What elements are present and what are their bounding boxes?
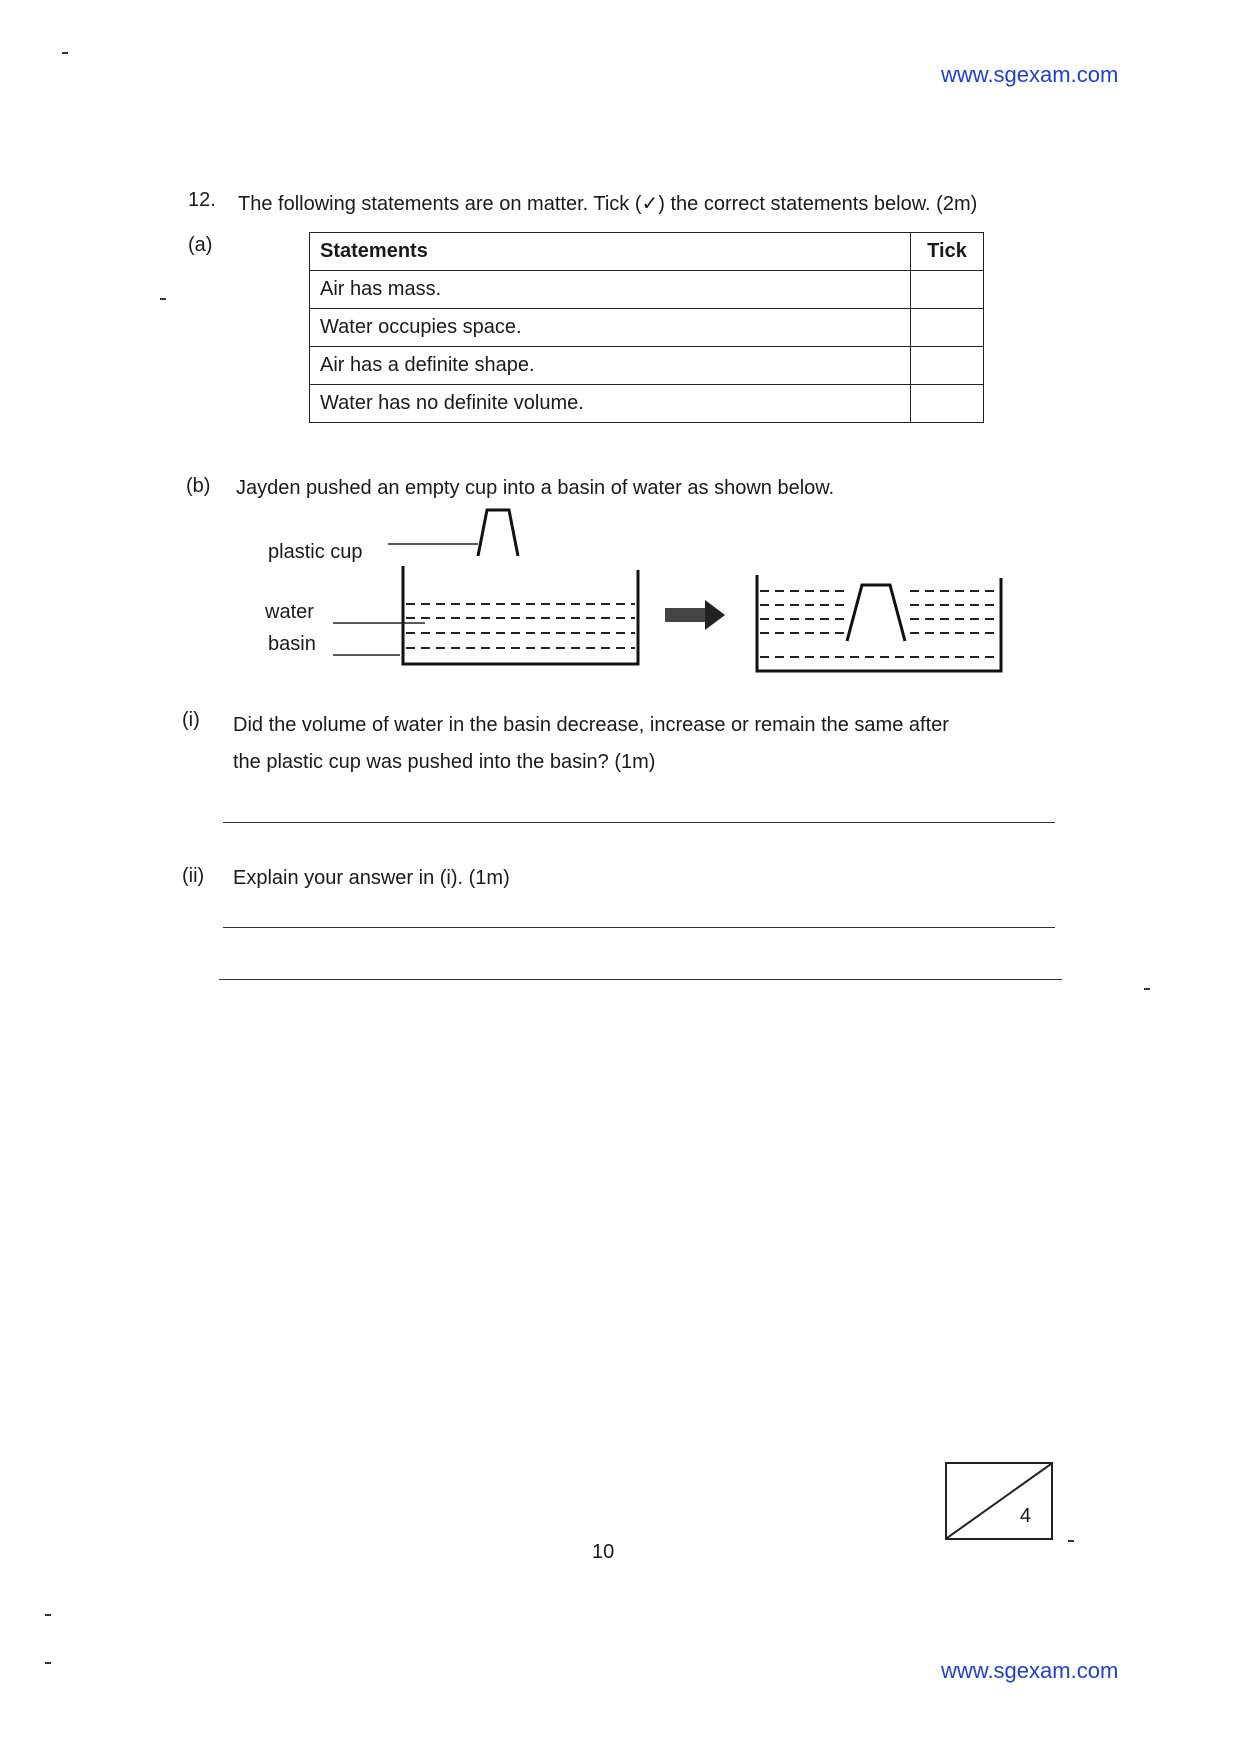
arrow-shaft [665,608,705,622]
score-box [945,1462,1053,1540]
statements-header: Statements [310,233,911,271]
score-box-diagonal [947,1464,1051,1538]
score-box-marks: 4 [1019,1505,1031,1527]
statement-cell: Air has mass. [310,271,911,309]
cup-basin-diagram [0,0,1239,720]
scan-speck [1068,1540,1074,1542]
sub-ii-text: Explain your answer in (i). (1m) [233,867,510,889]
statement-cell: Air has a definite shape. [310,347,911,385]
answer-line-i[interactable] [223,822,1055,823]
scan-speck [1144,988,1150,990]
part-b-label: (b) [186,475,211,497]
scan-speck [160,298,166,300]
arrow-head [705,600,725,630]
answer-line-ii-2[interactable] [219,979,1062,980]
question-number: 12. [188,189,216,211]
statement-cell: Water occupies space. [310,309,911,347]
scan-speck [45,1662,51,1664]
sub-i-text-line2: the plastic cup was pushed into the basin? (1m) [233,751,656,773]
label-water: water [265,601,314,623]
water-before [406,604,635,648]
website-footer: www.sgexam.com [941,1658,1119,1683]
part-a-label: (a) [188,234,213,256]
answer-line-ii-1[interactable] [223,927,1055,928]
label-basin: basin [268,633,316,655]
statement-cell: Water has no definite volume. [310,385,911,423]
website-header: www.sgexam.com [941,62,1119,87]
question-stem: The following statements are on matter. Tick (✓) the correct statements below. (2m) [238,193,978,215]
scan-speck [62,52,68,54]
sub-ii-label: (ii) [182,865,205,887]
page-number: 10 [592,1541,615,1563]
basin-before [403,566,638,664]
label-plastic-cup: plastic cup [268,541,363,563]
plastic-cup-before [478,510,518,556]
sub-i-label: (i) [182,709,200,731]
scan-speck [45,1614,51,1616]
tick-header: Tick [911,233,984,271]
sub-i-text-line1: Did the volume of water in the basin decrease, increase or remain the same after [233,714,949,736]
part-b-text: Jayden pushed an empty cup into a basin of water as shown below. [236,477,835,499]
